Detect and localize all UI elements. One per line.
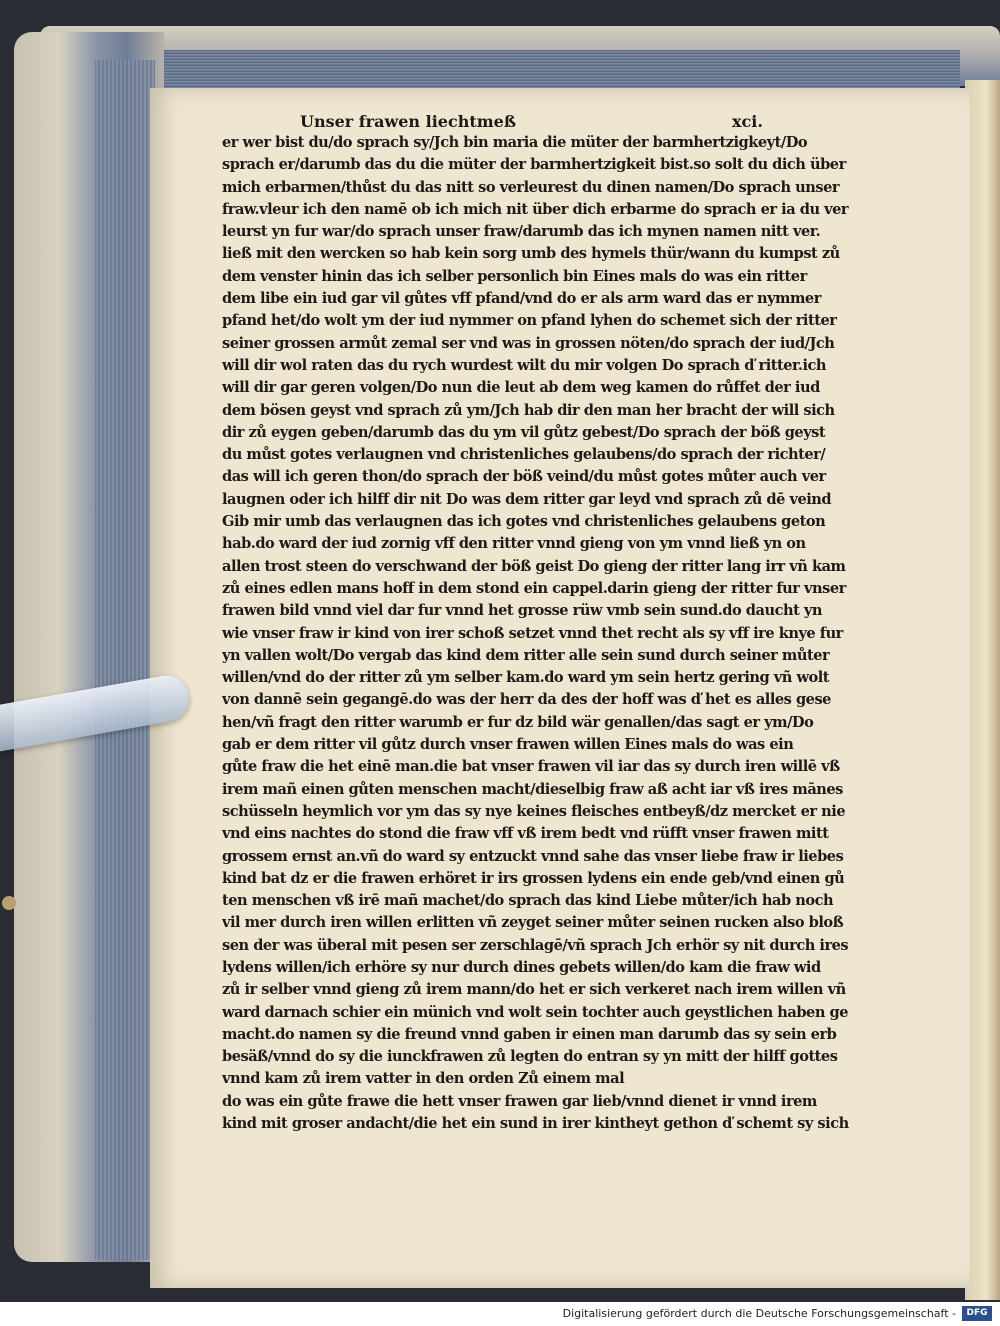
- dfg-logo: DFG: [962, 1306, 992, 1321]
- book-cover-edge: [965, 80, 1000, 1300]
- text-line: du můst gotes verlaugnen vnd christenliches gelaubens/do sprach der richter/: [222, 446, 826, 464]
- text-line: gab er dem ritter vil gůtz durch vnser frawen willen Eines mals do was ein: [222, 736, 794, 754]
- text-line: do was ein gůte frawe die hett vnser frawen gar lieb/vnnd dienet ir vnnd irem: [222, 1092, 817, 1110]
- text-line: vil mer durch iren willen erlitten vñ zeyget seiner můter seinen rucken also bloß: [222, 914, 844, 932]
- text-line: zů eines edlen mans hoff in dem stond ein cappel.darin gieng der ritter fur vnser: [222, 579, 846, 597]
- text-line: leurst yn fur war/do sprach unser fraw/darumb das ich mynen namen nitt ver.: [222, 223, 821, 241]
- text-line: willen/vnd do der ritter zů ym selber kam.do ward ym sein hertz gering vñ wolt: [222, 669, 830, 687]
- text-line: ten menschen vß irē mañ machet/do sprach das kind Liebe můter/ich hab noch: [222, 892, 834, 910]
- text-line: irem mañ einen gůten menschen macht/dieselbig fraw aß acht iar vß ires mānes: [222, 780, 843, 798]
- text-line: kind bat dz er die frawen erhöret ir irs grossen lydens ein ende geb/vnd einen gů: [222, 869, 845, 887]
- text-line: zů ir selber vnnd gieng zů irem mann/do het er sich verkeret nach irem willen vñ: [222, 981, 846, 999]
- text-line: ward darnach schier ein münich vnd wolt sein tochter auch geystlichen haben ge: [222, 1003, 849, 1021]
- text-line: grossem ernst an.vñ do ward sy entzuckt vnnd sahe das vnser liebe fraw ir liebes: [222, 847, 844, 865]
- text-line: sen der was überal mit pesen ser zerschlagē/vñ sprach Jch erhör sy nit durch ires: [222, 936, 849, 954]
- book-page: [150, 88, 970, 1288]
- text-line: vnd eins nachtes do stond die fraw vff vß irem bedt vnd rüfft vnser frawen mitt: [222, 825, 829, 843]
- text-line: das will ich geren thon/do sprach der böß veind/du můst gotes můter auch ver: [222, 468, 826, 486]
- page-edges-top: [60, 50, 960, 90]
- text-line: er wer bist du/do sprach sy/Jch bin maria die müter der barmhertzigkeyt/Do: [222, 134, 808, 151]
- text-line: gůte fraw die het einē man.die bat vnser frawen vil iar das sy durch iren willē vß: [222, 758, 840, 776]
- text-line: macht.do namen sy die freund vnnd gaben ir einen man darumb das sy sein erb: [222, 1025, 837, 1043]
- text-line: allen trost steen do verschwand der böß geist Do gieng der ritter lang irr vñ kam: [222, 557, 846, 575]
- text-line: laugnen oder ich hilff dir nit Do was dem ritter gar leyd vnd sprach zů dē veind: [222, 490, 832, 508]
- text-line: besäß/vnnd do sy die iunckfrawen zů legten do entran sy yn mitt der hilff gottes: [222, 1048, 838, 1066]
- text-line: hen/vñ fragt den ritter warumb er fur dz bild wär genallen/das sagt er ym/Do: [222, 713, 814, 731]
- book-clasp: [2, 896, 16, 910]
- text-line: von dannē sein gegangē.do was der herr da des der hoff was ď het es alles gese: [222, 691, 831, 709]
- text-line: lydens willen/ich erhöre sy nur durch dines gebets willen/do kam die fraw wid: [222, 958, 821, 976]
- text-line: dem bösen geyst vnd sprach zů ym/Jch hab dir den man her bracht der will sich: [222, 401, 835, 419]
- footer-bar: [0, 1302, 1000, 1326]
- text-line: fraw.vleur ich den namē ob ich mich nit über dich erbarme do sprach er ia du ver: [222, 200, 849, 218]
- text-line: frawen bild vnnd viel dar fur vnnd het grosse rüw vmb sein sund.do daucht yn: [222, 602, 822, 620]
- text-line: hab.do ward der iud zornig vff den ritter vnnd gieng von ym vnnd ließ yn on: [222, 535, 806, 553]
- text-line: will dir wol raten das du rych wurdest wilt du mir volgen Do sprach ď ritter.ich: [222, 356, 826, 374]
- footer-credit: Digitalisierung gefördert durch die Deutsche Forschungsgemeinschaft -: [562, 1307, 956, 1320]
- text-line: Gib mir umb das verlaugnen das ich gotes vnd christenliches gelaubens geton: [222, 513, 826, 531]
- text-line: dem libe ein iud gar vil gůtes vff pfand/vnd do er als arm ward das er nymmer: [222, 290, 821, 308]
- text-line: pfand het/do wolt ym der iud nymmer on pfand lyhen do schemet sich der ritter: [222, 312, 837, 330]
- text-line: yn vallen wolt/Do vergab das kind dem ritter alle sein sund durch seiner můter: [222, 646, 830, 664]
- running-head: Unser frawen liechtmeß: [300, 112, 516, 131]
- text-line: sprach er/darumb das du die müter der barmhertzigkeit bist.so solt du dich über: [222, 156, 846, 174]
- page-edges-left: [95, 60, 155, 1260]
- text-line: dir zů eygen geben/darumb das du ym vil gůtz gebest/Do sprach der böß geyst: [222, 423, 826, 441]
- text-line: will dir gar geren volgen/Do nun die leut ab dem weg kamen do růffet der iud: [222, 379, 820, 397]
- text-line: ließ mit den wercken so hab kein sorg umb des hymels thür/wann du kumpst zů: [222, 245, 840, 263]
- text-line: kind mit groser andacht/die het ein sund in irer kintheyt gethon ď schemt sy sich: [222, 1115, 849, 1133]
- text-line: schüsseln heymlich vor ym das sy nye keines fleisches entbeyß/dz mercket er nie: [222, 802, 846, 820]
- text-line: wie vnser fraw ir kind von irer schoß setzet vnnd thet recht als sy vff ire knye fur: [222, 624, 843, 642]
- text-line: seiner grossen armůt zemal ser vnd was in grossen nöten/do sprach der iud/Jch: [222, 334, 835, 352]
- folio-number: xci.: [732, 112, 763, 131]
- text-line: mich erbarmen/thůst du das nitt so verleurest du dinen namen/Do sprach unser: [222, 178, 840, 196]
- text-line: dem venster hinin das ich selber personlich bin Eines mals do was ein ritter: [222, 267, 807, 285]
- body-text: [222, 132, 862, 1135]
- text-line: vnnd kam zů irem vatter in den orden Zů einem mal: [222, 1070, 625, 1088]
